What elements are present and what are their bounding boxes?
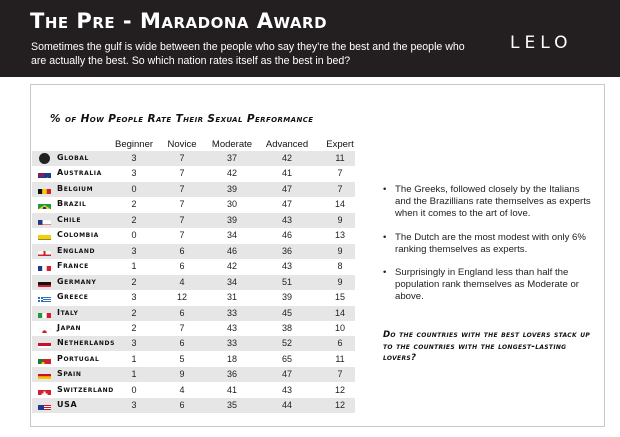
table-cell: 43: [281, 261, 292, 272]
table-cell: 43: [281, 214, 292, 225]
note-item: • The Dutch are the most modest with only 6% ranking themselves as experts.: [383, 232, 595, 256]
table-row: [32, 228, 355, 243]
table-cell: 4: [179, 384, 185, 395]
country-label: Global: [57, 153, 89, 162]
table-cell: 37: [226, 153, 237, 163]
australia-flag-icon: [38, 169, 51, 178]
table-cell: 33: [226, 307, 237, 318]
table-cell: 3: [131, 292, 137, 303]
table-cell: 7: [337, 168, 343, 179]
table-cell: 46: [281, 230, 292, 241]
column-header: Beginner: [114, 139, 154, 150]
table-row: [32, 259, 355, 274]
table-cell: 4: [179, 276, 185, 287]
country-label: Greece: [57, 292, 89, 302]
table-cell: 7: [179, 199, 185, 210]
table-cell: 47: [281, 199, 292, 210]
header-banner: [0, 0, 620, 77]
table-cell: 7: [337, 183, 343, 194]
globe-icon: [39, 153, 50, 164]
table-cell: 5: [179, 353, 185, 364]
column-header: Moderate: [211, 139, 253, 150]
table-cell: 0: [131, 230, 137, 241]
table-cell: 7: [179, 214, 185, 225]
country-label: Portugal: [57, 353, 100, 363]
table-cell: 6: [179, 307, 185, 318]
table-cell: 44: [281, 400, 292, 411]
table-cell: 0: [131, 384, 137, 395]
table-row: [32, 367, 355, 382]
table-cell: 0: [131, 183, 137, 194]
table-cell: 39: [226, 214, 237, 225]
table-cell: 12: [334, 384, 345, 395]
table-row: [32, 398, 355, 413]
table-row: [32, 197, 355, 212]
table-cell: 2: [131, 199, 137, 210]
table-cell: 3: [131, 153, 137, 163]
portugal-flag-icon: [38, 355, 51, 364]
table-row: [32, 213, 355, 228]
england-flag-icon: [38, 247, 51, 256]
table-cell: 6: [179, 338, 185, 349]
usa-flag-icon: [38, 401, 51, 410]
spain-flag-icon: [38, 370, 51, 379]
table-cell: 3: [131, 168, 137, 179]
table-cell: 9: [337, 245, 343, 256]
column-header: Expert: [326, 139, 354, 150]
netherlands-flag-icon: [38, 339, 51, 348]
table-cell: 65: [281, 353, 292, 364]
table-cell: 7: [179, 230, 185, 241]
table-cell: 1: [131, 353, 137, 364]
italy-flag-icon: [38, 309, 51, 318]
table-cell: 35: [226, 400, 237, 411]
table-row: [32, 336, 355, 351]
table-row: [32, 383, 355, 398]
table-cell: 18: [226, 353, 237, 364]
column-header: Novice: [167, 139, 197, 150]
belgium-flag-icon: [38, 185, 51, 194]
note-item: • The Greeks, followed closely by the Italians and the Brazillians rate themselves as experts when it comes to the art of love.: [383, 184, 595, 221]
table-cell: 39: [281, 292, 292, 303]
country-label: Japan: [57, 322, 82, 332]
country-label: Netherlands: [57, 338, 116, 348]
country-label: Colombia: [57, 230, 99, 240]
table-cell: 42: [226, 261, 237, 272]
country-label: Spain: [57, 369, 82, 379]
table-cell: 2: [131, 214, 137, 225]
table-cell: 15: [334, 292, 345, 303]
table-cell: 2: [131, 276, 137, 287]
table-row: [32, 290, 355, 305]
table-cell: 7: [337, 369, 343, 380]
table-row: [32, 244, 355, 259]
page-subtitle: Sometimes the gulf is wide between the people who say they're the best and the people who are actually the best. So which nation rates itself as the best in bed?: [31, 41, 465, 67]
table-cell: 42: [281, 153, 292, 163]
table-cell: 7: [179, 153, 185, 163]
notes-list: [383, 184, 595, 315]
table-cell: 9: [337, 214, 343, 225]
table-cell: 6: [179, 245, 185, 256]
table-row: [32, 352, 355, 367]
table-cell: 47: [281, 369, 292, 380]
colombia-flag-icon: [38, 231, 51, 240]
table-cell: 36: [281, 245, 292, 256]
country-label: France: [57, 261, 89, 271]
table-cell: 11: [335, 153, 345, 163]
table-cell: 10: [334, 322, 345, 333]
brazil-flag-icon: [38, 200, 51, 209]
table-cell: 3: [131, 245, 137, 256]
page-title: The Pre - Maradona Award: [30, 9, 328, 33]
table-cell: 13: [334, 230, 345, 241]
table-cell: 45: [281, 307, 292, 318]
table-row: [32, 182, 355, 197]
table-cell: 39: [226, 183, 237, 194]
note-item: • Surprisingly in England less than half the population rank themselves as Moderate or above.: [383, 267, 595, 304]
table-cell: 31: [226, 292, 237, 303]
chile-flag-icon: [38, 216, 51, 225]
table-row: [32, 275, 355, 290]
country-label: Australia: [57, 168, 102, 178]
table-cell: 7: [179, 168, 185, 179]
japan-flag-icon: [38, 324, 51, 333]
table-cell: 1: [131, 261, 137, 272]
table-cell: 41: [281, 168, 292, 179]
france-flag-icon: [38, 262, 51, 271]
table-cell: 36: [226, 369, 237, 380]
country-label: Brazil: [57, 199, 87, 209]
table-row: [32, 151, 355, 166]
table-cell: 6: [179, 400, 185, 411]
germany-flag-icon: [38, 278, 51, 287]
table-cell: 30: [226, 199, 237, 210]
country-label: Italy: [57, 307, 79, 317]
table-cell: 1: [131, 369, 137, 380]
country-label: Chile: [57, 214, 82, 224]
table-cell: 2: [131, 322, 137, 333]
table-row: [32, 306, 355, 321]
table-cell: 12: [176, 292, 187, 303]
table-cell: 34: [226, 276, 237, 287]
table-cell: 14: [334, 307, 345, 318]
table-cell: 51: [281, 276, 292, 287]
table-cell: 14: [334, 199, 345, 210]
table-cell: 41: [226, 384, 237, 395]
brand-logo: LELO: [510, 33, 573, 53]
table-cell: 9: [179, 369, 185, 380]
table-cell: 11: [335, 353, 345, 364]
greece-flag-icon: [38, 293, 51, 302]
table-cell: 8: [337, 261, 343, 272]
table-cell: 38: [281, 322, 292, 333]
country-label: USA: [57, 400, 78, 410]
table-cell: 34: [226, 230, 237, 241]
table-cell: 47: [281, 183, 292, 194]
table-row: [32, 166, 355, 181]
table-cell: 7: [179, 183, 185, 194]
table-cell: 9: [337, 276, 343, 287]
table-cell: 43: [226, 322, 237, 333]
table-cell: 3: [131, 400, 137, 411]
table-cell: 3: [131, 338, 137, 349]
table-cell: 6: [179, 261, 185, 272]
table-cell: 42: [226, 168, 237, 179]
column-header: Advanced: [265, 139, 309, 150]
table-cell: 46: [226, 245, 237, 256]
country-label: Switzerland: [57, 384, 114, 394]
closing-question: Do the countries with the best lovers stack up to the countries with the longest-lasting lovers?: [383, 330, 591, 363]
table-cell: 7: [179, 322, 185, 333]
country-label: England: [57, 245, 96, 255]
table-row: [32, 321, 355, 336]
table-cell: 33: [226, 338, 237, 349]
table-cell: 2: [131, 307, 137, 318]
country-label: Belgium: [57, 183, 94, 193]
table-cell: 6: [337, 338, 343, 349]
table-cell: 52: [281, 338, 292, 349]
table-cell: 43: [281, 384, 292, 395]
country-label: Germany: [57, 276, 97, 286]
switzerland-flag-icon: [38, 386, 51, 395]
table-cell: 12: [334, 400, 345, 411]
table-title: % of How People Rate Their Sexual Performance: [50, 113, 314, 125]
